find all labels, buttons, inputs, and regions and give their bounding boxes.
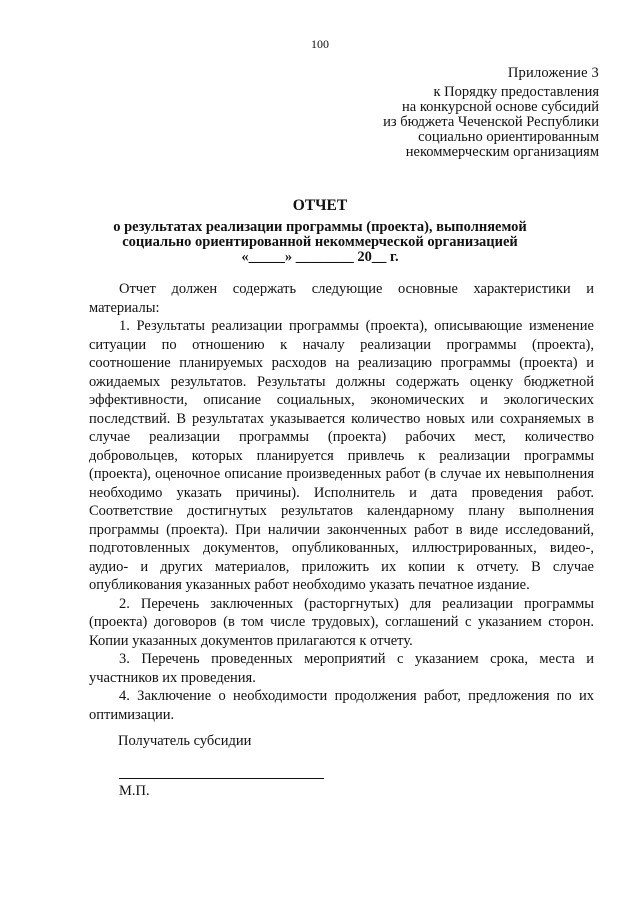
report-subtitle-line: о результатах реализации программы (проекта), выполняемой [113, 219, 527, 235]
report-title: ОТЧЕТ [292, 197, 348, 214]
report-heading [0, 197, 640, 265]
intro-paragraph: Отчет должен содержать следующие основные характеристики и материалы: [89, 281, 594, 316]
appendix-title: Приложение 3 [507, 65, 599, 81]
requirement-paragraph-1: 1. Результаты реализации программы (проекта), описывающие изменение ситуации по отношению к началу реализации программы (проекта), соотношение планируемых расходов на реализацию программы (проекта) и ожидаемых результатов. Результаты должны содержать оценку бюджетной эффективности, описание социальных, экономических и экологических последствий. В результатах указывается количество новых или сохраняемых в случае реализации программы (проекта) рабочих мест, количество добровольцев, которых планируется привлечь к реализации программы (проекта), оценочное описание произведенных работ (в случае их невыполнения необходимо указать причины). Исполнитель и дата проведения работ. Соответствие достигнутых результатов календарному плану выполнения программы (проекта). При наличии законченных работ в виде исследований, подготовленных документов, опубликованных, иллюстрированных, видео-, аудио- и других материалов, приложить их копии к отчету. В случае опубликования указанных работ необходимо указать печатное издание. [89, 318, 594, 593]
requirement-paragraph-2: 2. Перечень заключенных (расторгнутых) для реализации программы (проекта) договоров (в том числе трудовых), соглашений с указанием сторон. Копии указанных документов прилагаются к отчету. [89, 595, 594, 649]
requirement-paragraph-4: 4. Заключение о необходимости продолжения работ, предложения по их оптимизации. [89, 688, 594, 723]
page-number: 100 [311, 37, 329, 51]
appendix-line: социально ориентированным [418, 129, 599, 145]
appendix-line: из бюджета Чеченской Республики [383, 114, 599, 130]
signature-line [119, 778, 324, 779]
report-date-line: «_____» ________ 20__ г. [241, 249, 399, 265]
recipient-label: Получатель субсидии [118, 733, 252, 749]
appendix-line: на конкурсной основе субсидий [402, 99, 599, 115]
stamp-label: М.П. [119, 783, 150, 799]
appendix-line: к Порядку предоставления [433, 84, 599, 100]
appendix-block [383, 66, 599, 160]
report-body [89, 280, 594, 724]
requirement-paragraph-3: 3. Перечень проведенных мероприятий с указанием срока, места и участников их проведения. [89, 651, 594, 686]
appendix-line: некоммерческим организациям [405, 144, 599, 160]
report-subtitle-line: социально ориентированной некоммерческой организацией [122, 234, 518, 250]
